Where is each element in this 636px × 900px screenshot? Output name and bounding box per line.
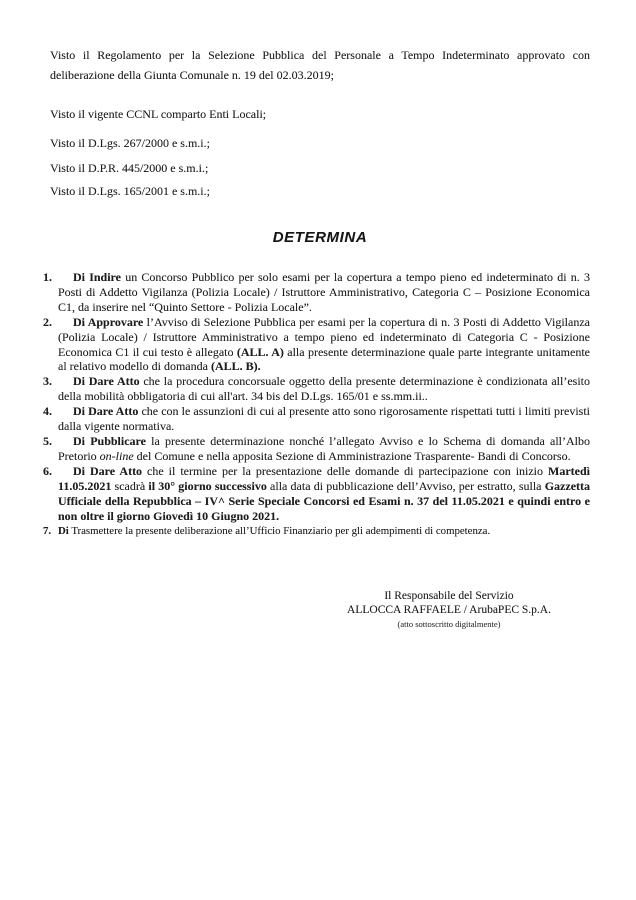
determina-items (43, 270, 591, 539)
item-text: Di Approvare l’Avviso di Selezione Pubblica per esami per la copertura di n. 3 Posti di Addetto Vigilanza (Polizia Locale) / Istruttore Amministrativo a tempo pieno ed indeterminato di Categoria C - Posizione Economica C1 il cui testo è allegato (ALL. A) alla presente determinazione quale parte integrante unitamente al relativo modello di domanda (ALL. B). (58, 314, 591, 374)
list-item-3 (43, 374, 590, 404)
recital-regolamento: Visto il Regolamento per la Selezione Pubblica del Personale a Tempo Indeterminato approvato con deliberazione della Giunta Comunale n. 19 del 02.03.2019; (50, 48, 590, 82)
item-number: 4. (43, 404, 52, 419)
item-text: Di Dare Atto che il termine per la presentazione delle domande di partecipazione con inizio Martedì 11.05.2021 scadrà il 30° giorno successivo alla data di pubblicazione dell’Avviso, per estratto, sulla Gazzetta Ufficiale della Repubblica – IV^ Serie Speciale Concorsi ed Esami n. 37 del 11.05.2021 e quindi entro e non oltre il giorno Giovedì 10 Giugno 2021. (58, 463, 591, 523)
signature-block (324, 589, 574, 630)
list-item-7 (43, 525, 590, 539)
signature-note: (atto sottoscritto digitalmente) (397, 618, 501, 629)
item-text: Di Pubblicare la presente determinazione nonché l’allegato Avviso e lo Schema di domanda all’Albo Pretorio on-line del Comune e nella apposita Sezione di Amministrazione Trasparente- Bandi di Concorso. (58, 433, 591, 463)
item-number: 7. (43, 525, 52, 538)
recital-dlgs-165: Visto il D.Lgs. 165/2001 e s.m.i.; (50, 184, 210, 198)
signature-role: Il Responsabile del Servizio (384, 589, 514, 602)
recital-ccnl: Visto il vigente CCNL comparto Enti Locali; (50, 107, 267, 121)
item-number: 5. (43, 433, 52, 448)
item-number: 1. (43, 270, 52, 284)
item-text: Di Indire un Concorso Pubblico per solo esami per la copertura a tempo pieno ed indeterminato di n. 3 Posti di Addetto Vigilanza (Polizia Locale) / Istruttore Amministrativo, Categoria C – Posizione Economica C1, da inserire nel “Quinto Settore - Polizia Locale”. (58, 270, 590, 314)
list-item-5 (43, 433, 591, 464)
item-text: Di Dare Atto che con le assunzioni di cui al presente atto sono rigorosamente rispettati tutti i limiti previsti dalla vigente normativa. (58, 404, 590, 434)
list-item-6 (43, 463, 591, 524)
list-item-4 (43, 404, 590, 434)
item-text: Di Trasmettere la presente deliberazione all’Ufficio Finanziario per gli adempimenti di competenza. (58, 525, 491, 538)
item-number: 3. (43, 374, 52, 389)
list-item-1 (43, 270, 590, 315)
item-text: Di Dare Atto che la procedura concorsuale oggetto della presente determinazione è condizionata all’esito della mobilità obbligatoria di cui all'art. 34 bis del D.Lgs. 165/01 e ss.mm.ii.. (58, 374, 590, 404)
list-item-2 (43, 314, 591, 375)
determina-heading: DETERMINA (272, 229, 368, 246)
item-number: 6. (43, 463, 52, 478)
recital-dpr-445: Visto il D.P.R. 445/2000 e s.m.i.; (50, 161, 209, 175)
recital-dlgs-267: Visto il D.Lgs. 267/2000 e s.m.i.; (50, 136, 210, 150)
signature-name: ALLOCCA RAFFAELE / ArubaPEC S.p.A. (347, 603, 551, 616)
item-number: 2. (43, 314, 52, 329)
